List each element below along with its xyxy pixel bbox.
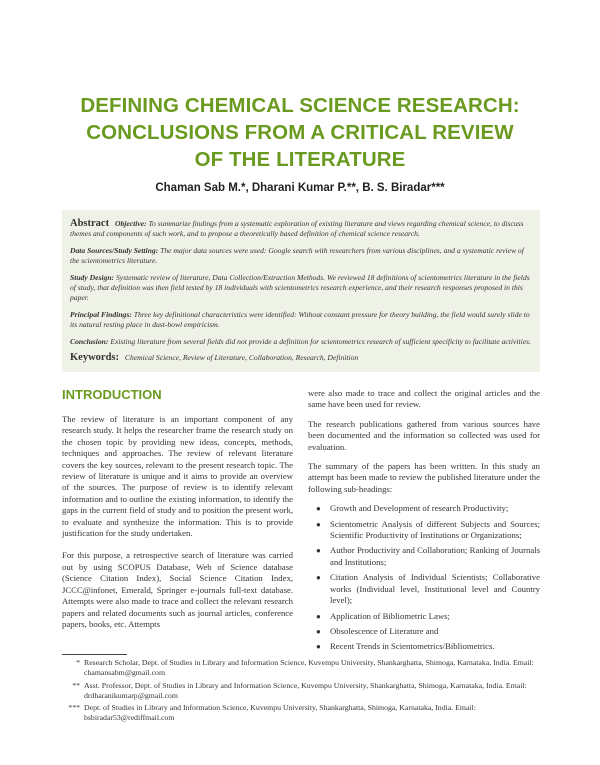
bullet-icon: ● xyxy=(316,626,321,636)
bullet-icon: ● xyxy=(316,573,321,583)
bullet-icon: ● xyxy=(316,504,321,514)
footnote-divider xyxy=(62,654,127,655)
footnote-mark: ** xyxy=(72,680,80,690)
author-list: Chaman Sab M.*, Dharani Kumar P.**, B. S. Biradar*** xyxy=(155,182,445,194)
findings-text: Three key definitional characteristics were identified: Without constant pressure for theory building, the field would surely slide to its natural resting place in dust-bowl empiricism. xyxy=(70,309,530,330)
footnote-text: Research Scholar, Dept. of Studies in Library and Information Science, Kuvempu University, Shankarghatta, Shimoga, Karnataka, India. Email: chamansabm@gmail.com xyxy=(84,658,534,678)
findings-label: Principal Findings: xyxy=(70,309,132,319)
paper-title xyxy=(40,92,560,173)
objective-label: Objective: xyxy=(114,219,147,228)
intro-paragraph-3: were also made to trace and collect the original articles and the same have been used for review. xyxy=(308,388,540,410)
list-item: ● Scientometric Analysis of different Subjects and Sources; Scientific Productivity of Institutions or Organizations; xyxy=(316,518,540,541)
left-column xyxy=(62,414,293,641)
list-item: ● Citation Analysis of Individual Scientists; Collaborative works (Individual level, Institutional level and Country level); xyxy=(316,572,540,606)
abstract-study-design xyxy=(70,273,532,304)
footnote-text: Asst. Professor, Dept. of Studies in Library and Information Science, Kuvempu University, Shankarghatta, Shimoga, Karnataka, India. Email: drdharanikumarp@gmail.com xyxy=(84,680,527,700)
footnotes xyxy=(62,658,540,726)
footnote-text: Dept. of Studies in Library and Information Science, Kuvempu University, Shankarghatta, Shimoga, Karnataka, India. Email: bsbiradar53@rediffmail.com xyxy=(84,703,476,723)
list-item: ● Obsolescence of Literature and xyxy=(316,625,439,636)
keywords-text: Chemical Science, Review of Literature, Collaboration, Research, Definition xyxy=(124,353,359,363)
footnote-1 xyxy=(62,658,540,679)
conclusion-label: Conclusion: xyxy=(70,336,109,346)
footnote-3 xyxy=(62,703,540,724)
footnote-mark: *** xyxy=(68,703,80,713)
bullet-icon: ● xyxy=(316,546,321,556)
footnote-mark: * xyxy=(76,658,80,667)
title-line-2: CONCLUSIONS FROM A CRITICAL REVIEW xyxy=(86,121,514,144)
abstract-heading: Abstract xyxy=(70,218,110,229)
intro-paragraph-5: The summary of the papers has been written. In this study an attempt has been made to review the published literature under the following sub-headings: xyxy=(308,461,540,494)
study-design-text: Systematic review of literature, Data Collection/Extraction Methods. We reviewed 18 definitions of scientometrics literature in the fields of study, that definition was then field tested by 18 individuals with scientometrics research experience, and their research responses proposed in this paper. xyxy=(70,272,530,303)
data-sources-text: The major data sources were used: Google search with researchers from various disciplines, and a systematic review of the scientometrics literature. xyxy=(70,245,524,266)
title-line-1: DEFINING CHEMICAL SCIENCE RESEARCH: xyxy=(80,94,520,117)
intro-paragraph-4: The research publications gathered from various sources have been documented and the information so collected was used for evaluation. xyxy=(308,418,540,452)
abstract-objective xyxy=(70,219,532,240)
study-design-label: Study Design: xyxy=(70,272,115,282)
data-sources-label: Data Sources/Study Setting: xyxy=(70,245,159,255)
intro-paragraph-2: For this purpose, a retrospective search of literature was carried out by using SCOPUS Database, Web of Science database (Science Citation Index), Social Science Citation Index, JCCC@infonet, Emerald, Springer e-journals full-text database. Attempts were also made to trace and collect the relevant research papers and related documents such as journal articles, conference papers, books, etc. Attempts xyxy=(62,550,293,629)
list-item: ● Recent Trends in Scientometrics/Bibliometrics. xyxy=(316,641,495,652)
introduction-heading: INTRODUCTION xyxy=(62,387,162,402)
bullet-icon: ● xyxy=(316,519,321,529)
keywords-heading: Keywords: xyxy=(70,352,119,364)
abstract-findings xyxy=(70,310,532,331)
conclusion-text: Existing literature from several fields did not provide a definition for scientometrics research of sufficient specificity to facilitate activities. xyxy=(110,336,531,346)
bullet-icon: ● xyxy=(316,611,321,621)
title-line-3: OF THE LITERATURE xyxy=(194,148,406,171)
list-item: ● Growth and Development of research Productivity; xyxy=(316,503,509,514)
objective-text: To summarize findings from a systematic exploration of existing literature and views regarding chemical science, to discuss themes and components of such work, and to propose a theoretically based definition of chemical science research. xyxy=(70,219,524,239)
intro-paragraph-1: The review of literature is an important component of any research study. It helps the researcher frame the research study on the chosen topic by providing new ideas, concepts, methods, techniques and approaches. The review of relevant literature covers the key sources, relevant to the present research topic. The review of literature is unique and it aims to provide an overview of the sources. The purpose of review is to identify relevant information and to outline the existing information, to identify the gaps in the current field of study and to position the present work, to evaluate and synthesize the information. This is to provide justification for the study undertaken. xyxy=(62,414,293,539)
bullet-icon: ● xyxy=(316,642,321,652)
keywords xyxy=(70,353,532,363)
list-item: ● Author Productivity and Collaboration; Ranking of Journals and Institutions; xyxy=(316,545,540,567)
right-column xyxy=(308,388,540,657)
list-item: ● Application of Bibliometric Laws; xyxy=(316,610,450,621)
abstract-data-sources xyxy=(70,246,532,267)
footnote-2 xyxy=(62,681,540,702)
subheading-list xyxy=(308,503,540,652)
abstract-conclusion xyxy=(70,337,532,347)
abstract-box xyxy=(62,210,540,372)
